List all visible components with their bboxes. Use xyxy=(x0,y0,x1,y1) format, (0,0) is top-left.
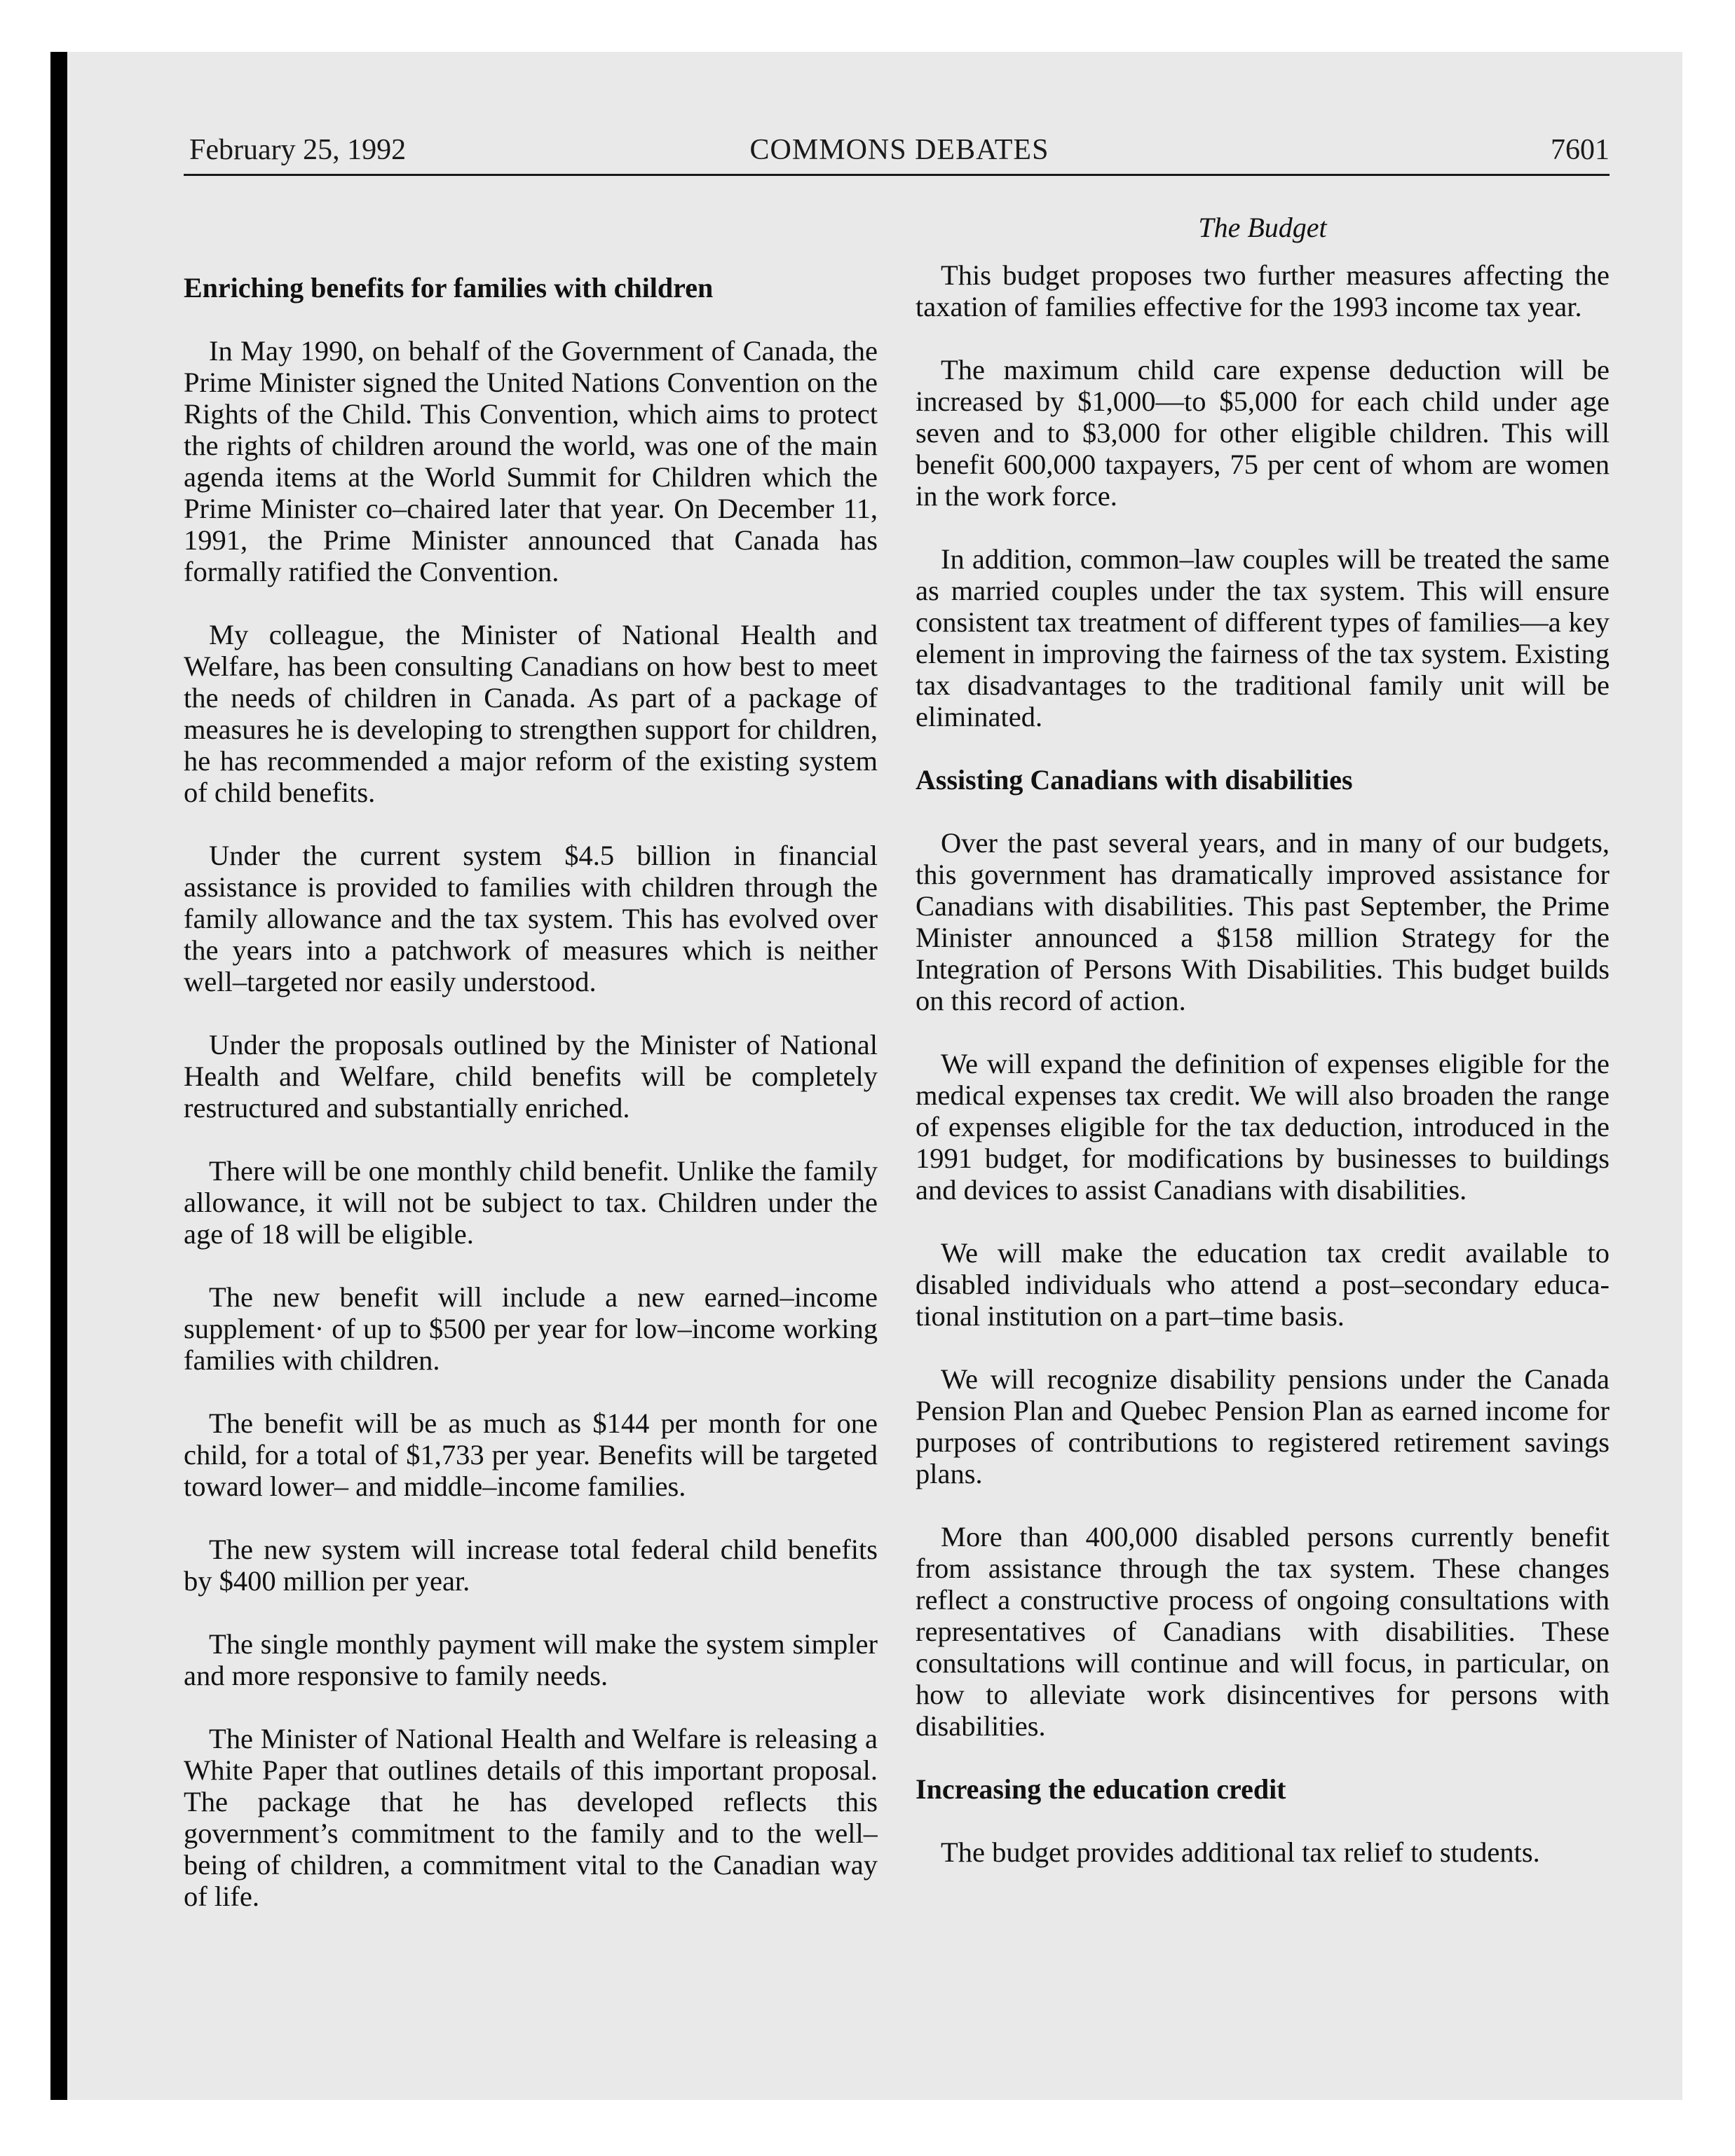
paragraph: My colleague, the Minister of National Health and Welfare, has been consulting Canadians on how best to meet the needs of children in Canada. As part of a package of measures he is developing to strengthen support for children, he has recommended a major reform of the existing system of child benefits. xyxy=(184,619,878,808)
right-column xyxy=(916,259,1610,1984)
scan-border xyxy=(50,52,67,2100)
paragraph: The new system will increase total federal child benefits by $400 million per year. xyxy=(184,1534,878,1597)
section-heading-education: Increasing the education credit xyxy=(916,1773,1286,1805)
paragraph: Under the current system $4.5 billion in financial assistance is provided to families with children through the family allowance and the tax system. This has evolved over the years into a patchwork of measures which is neither well–targeted nor easily understood. xyxy=(184,840,878,997)
left-column xyxy=(184,259,878,1984)
paragraph: There will be one monthly child benefit. Unlike the family allowance, it will not be subject to tax. Children under the age of 18 will be eligible. xyxy=(184,1155,878,1250)
paragraph: The maximum child care expense deduction will be increased by $1,000—to $5,000 for each child under age seven and to $3,000 for other eligible children. This will benefit 600,000 taxpayers, 75 per cent of whom are women in the work force. xyxy=(916,354,1610,512)
paragraph: Under the proposals outlined by the Minister of National Health and Welfare, child benefits will be completely restructured and substantially enriched. xyxy=(184,1029,878,1124)
header-rule xyxy=(184,174,1610,176)
paragraph: We will make the education tax credit available to disabled individuals who attend a post–secondary educational institution on a part–time basis. xyxy=(916,1237,1610,1332)
paragraph: The new benefit will include a new earned–income supplement· of up to $500 per year for low–income working families with children. xyxy=(184,1281,878,1376)
section-heading-children: Enriching benefits for families with children xyxy=(184,272,714,303)
section-heading-disabilities: Assisting Canadians with disabilities xyxy=(916,764,1353,796)
paragraph: More than 400,000 disabled persons currently benefit from assistance through the tax system. These changes reflect a constructive process of ongoing consultations with representatives of Canadians with disabilities. These consultations will continue and will focus, in particular, on how to alleviate work disincentives for persons with disabilities. xyxy=(916,1521,1610,1742)
paragraph: In May 1990, on behalf of the Government of Canada, the Prime Minister signed the United Nations Convention on the Rights of the Child. This Convention, which aims to protect the rights of children around the world, was one of the main agenda items at the World Summit for Children which the Prime Minister co–chaired later that year. On December 11, 1991, the Prime Minister announced that Canada has formally ratified the Convention. xyxy=(184,335,878,587)
running-head: The Budget xyxy=(1198,212,1327,243)
paragraph: The single monthly payment will make the system simpler and more responsive to family needs. xyxy=(184,1628,878,1691)
paragraph: We will recognize disability pensions under the Canada Pension Plan and Quebec Pension Plan as earned income for purposes of contributions to registered retirement savings plans. xyxy=(916,1363,1610,1489)
page-number: 7601 xyxy=(1551,134,1610,166)
paragraph: This budget proposes two further measures affecting the taxation of families effective for the 1993 income tax year. xyxy=(916,259,1610,322)
paragraph: The budget provides additional tax relief to students. xyxy=(941,1836,1540,1868)
paragraph: We will expand the definition of expenses eligible for the medical expenses tax credit. We will also broaden the range of expenses eligible for the tax deduction, introduced in the 1991 budget, for modifications by businesses to buildings and devices to assist Canadians with disabilities. xyxy=(916,1048,1610,1206)
paragraph: The Minister of National Health and Welfare is releasing a White Paper that outlines details of this important proposal. The package that he has developed reflects this government’s commitment to the family and to the well–being of children, a commitment vital to the Canadian way of life. xyxy=(184,1723,878,1912)
paragraph: Over the past several years, and in many of our budgets, this government has dramatically improved assistance for Canadians with disabilities. This past September, the Prime Minister announced a $158 million Strategy for the Integration of Persons With Disabilities. This budget builds on this record of action. xyxy=(916,827,1610,1016)
paragraph: In addition, common–law couples will be treated the same as married couples under the tax system. This will ensure consistent tax treatment of different types of families—a key element in improving the fairness of the tax system. Existing tax disadvantages to the traditional family unit will be eliminated. xyxy=(916,543,1610,732)
header-date: February 25, 1992 xyxy=(189,134,407,166)
paragraph: The benefit will be as much as $144 per month for one child, for a total of $1,733 per year. Benefits will be targeted toward lower– and middle–income families. xyxy=(184,1407,878,1502)
header-title: COMMONS DEBATES xyxy=(749,134,1049,166)
page-header xyxy=(189,133,1610,172)
